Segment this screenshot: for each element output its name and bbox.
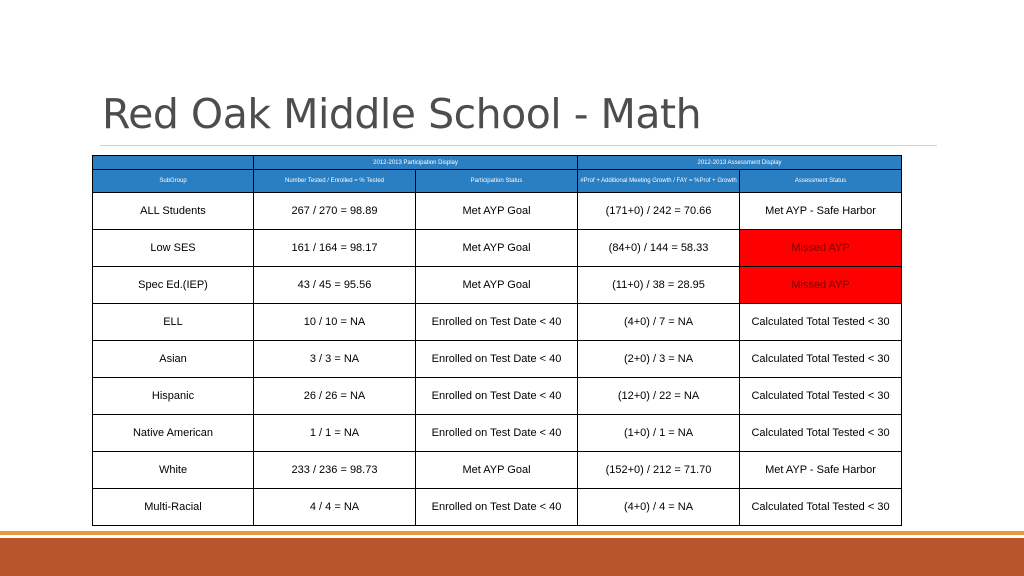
assessment-display-header: 2012-2013 Assessment Display [578,156,902,170]
participation-status-cell: Enrolled on Test Date < 40 [416,341,578,378]
subgroup-cell: Native American [93,415,254,452]
subgroup-cell: Multi-Racial [93,489,254,526]
ayp-results-table [92,155,902,526]
participation-status-cell: Met AYP Goal [416,452,578,489]
assessment-status-cell: Met AYP - Safe Harbor [740,193,902,230]
subgroup-cell: ALL Students [93,193,254,230]
number-tested-header: Number Tested / Enrolled = % Tested [254,170,416,193]
subgroup-cell: White [93,452,254,489]
subgroup-cell: ELL [93,304,254,341]
participation-status-cell: Met AYP Goal [416,230,578,267]
prof-growth-cell: (84+0) / 144 = 58.33 [578,230,740,267]
footer-bar [0,538,1024,576]
subgroup-cell: Spec Ed.(IEP) [93,267,254,304]
table-row [93,230,902,267]
participation-display-header: 2012-2013 Participation Display [254,156,578,170]
footer-accent-line [0,531,1024,535]
participation-status-cell: Enrolled on Test Date < 40 [416,378,578,415]
assessment-status-header: Assessment Status [740,170,902,193]
assessment-status-cell: Calculated Total Tested < 30 [740,489,902,526]
prof-growth-cell: (2+0) / 3 = NA [578,341,740,378]
prof-growth-cell: (11+0) / 38 = 28.95 [578,267,740,304]
number-tested-cell: 43 / 45 = 95.56 [254,267,416,304]
assessment-status-cell: Met AYP - Safe Harbor [740,452,902,489]
participation-status-cell: Enrolled on Test Date < 40 [416,304,578,341]
subgroup-header: SubGroup [93,170,254,193]
participation-status-cell: Met AYP Goal [416,267,578,304]
prof-growth-cell: (1+0) / 1 = NA [578,415,740,452]
number-tested-cell: 3 / 3 = NA [254,341,416,378]
table-row [93,304,902,341]
participation-status-cell: Enrolled on Test Date < 40 [416,415,578,452]
table-row [93,341,902,378]
subgroup-cell: Asian [93,341,254,378]
prof-growth-cell: (171+0) / 242 = 70.66 [578,193,740,230]
table-row [93,267,902,304]
title-divider [100,145,937,146]
number-tested-cell: 233 / 236 = 98.73 [254,452,416,489]
column-header-row [93,170,902,193]
number-tested-cell: 4 / 4 = NA [254,489,416,526]
table-body [93,193,902,526]
table-row [93,452,902,489]
participation-status-cell: Met AYP Goal [416,193,578,230]
prof-growth-cell: (4+0) / 7 = NA [578,304,740,341]
table-row [93,193,902,230]
table-row [93,378,902,415]
assessment-status-cell: Calculated Total Tested < 30 [740,304,902,341]
table-row [93,489,902,526]
assessment-status-cell: Calculated Total Tested < 30 [740,415,902,452]
assessment-status-cell: Missed AYP [740,230,902,267]
prof-growth-cell: (12+0) / 22 = NA [578,378,740,415]
group-header-blank [93,156,254,170]
subgroup-cell: Low SES [93,230,254,267]
assessment-status-cell: Calculated Total Tested < 30 [740,341,902,378]
group-header-row [93,156,902,170]
number-tested-cell: 10 / 10 = NA [254,304,416,341]
slide-title: Red Oak Middle School - Math [102,90,702,138]
prof-growth-header: #Prof + Additional Meeting Growth / FAY = %Prof + Growth [578,170,740,193]
number-tested-cell: 267 / 270 = 98.89 [254,193,416,230]
assessment-status-cell: Missed AYP [740,267,902,304]
participation-status-header: Participation Status [416,170,578,193]
participation-status-cell: Enrolled on Test Date < 40 [416,489,578,526]
prof-growth-cell: (4+0) / 4 = NA [578,489,740,526]
table-row [93,415,902,452]
number-tested-cell: 26 / 26 = NA [254,378,416,415]
number-tested-cell: 1 / 1 = NA [254,415,416,452]
subgroup-cell: Hispanic [93,378,254,415]
number-tested-cell: 161 / 164 = 98.17 [254,230,416,267]
assessment-status-cell: Calculated Total Tested < 30 [740,378,902,415]
prof-growth-cell: (152+0) / 212 = 71.70 [578,452,740,489]
